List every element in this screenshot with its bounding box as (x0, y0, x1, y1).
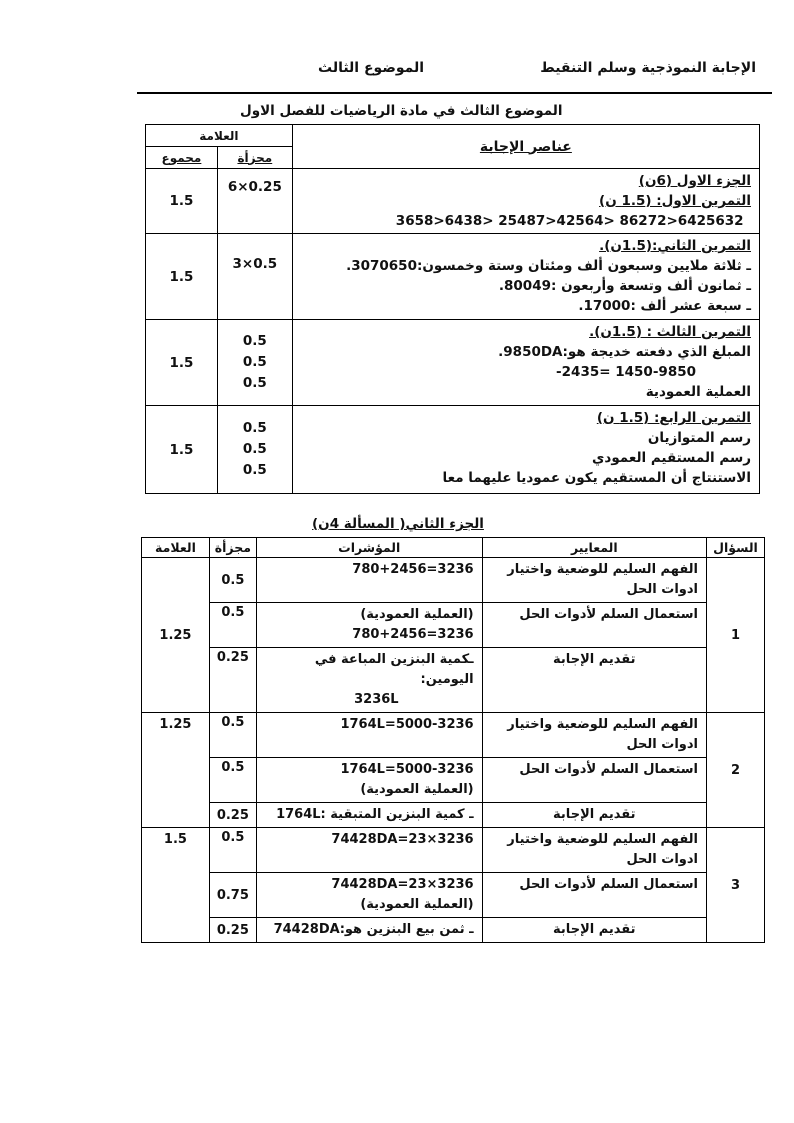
q1-r3-part: 0.25 (209, 648, 256, 713)
q1-r2-part: 0.5 (209, 603, 256, 648)
q1-r2-criterion: استعمال السلم لأدوات الحل (519, 607, 699, 622)
col-part-header: مجزأة (217, 147, 292, 169)
q2-r1-part: 0.5 (209, 713, 256, 758)
q2-r3-indicator: ـ كمية البنزين المتبقية :1764L (276, 807, 474, 822)
table-row (142, 558, 765, 603)
ex2-title: التمرين الثاني:(1.5ن). (599, 238, 751, 254)
q2-r2-indicator-a: 5000-3236=1764L (340, 762, 474, 777)
table-row (142, 603, 765, 648)
q3-number: 3 (707, 828, 765, 943)
header-mark: العلامة (142, 538, 210, 558)
ex1-part: 6×0.25 (217, 169, 292, 234)
col-total-header: مجموع (146, 147, 218, 169)
q2-r2-indicator-b: (العملية العمودية) (360, 782, 474, 797)
part1-heading: الجزء الاول (6ن) (638, 173, 751, 189)
q1-r3-indicator-a: ـكمية البنزين المباعة في اليومين: (314, 652, 474, 687)
q1-r1-indicator: 3236=780+2456 (352, 562, 474, 577)
q3-r2-indicator-a: 3236×23=74428DA (331, 877, 474, 892)
q3-r2-criterion: استعمال السلم لأدوات الحل (519, 877, 699, 892)
q3-r3-part: 0.25 (209, 918, 256, 943)
q1-r1-part: 0.5 (209, 558, 256, 603)
ex4-title: التمرين الرابع: (1.5 ن) (596, 410, 751, 426)
header-indicators: المؤشرات (256, 538, 482, 558)
ex3-answer-1: المبلغ الذي دفعته خديجة هو:9850DA. (498, 344, 751, 360)
q2-r2-criterion: استعمال السلم لأدوات الحل (519, 762, 699, 777)
ex3-part-2: 0.5 (242, 354, 267, 370)
q3-r3-criterion: تقديم الإجابة (553, 922, 636, 937)
table-row-ex1 (146, 169, 760, 234)
header-criteria: المعايير (482, 538, 706, 558)
table-row (142, 873, 765, 918)
answer-table-part2 (141, 537, 765, 943)
q1-r3-indicator-b: 3236L (354, 692, 399, 707)
q1-r2-indicator-a: (العملية العمودية) (360, 607, 474, 622)
part2-title: الجزء الثاني( المسألة 4ن) (312, 516, 484, 532)
ex4-part-1: 0.5 (242, 420, 267, 436)
col-answer-header: عناصر الإجابة (292, 125, 759, 169)
ex2-answer-2: ـ ثمانون ألف وتسعة وأربعون :80049. (498, 278, 751, 294)
ex4-part-2: 0.5 (242, 441, 267, 457)
q1-r2-indicator-b: 3236=780+2456 (352, 627, 474, 642)
ex1-total: 1.5 (146, 169, 218, 234)
ex3-answer-3: العملية العمودية (645, 384, 751, 400)
ex2-part: 3×0.5 (217, 234, 292, 320)
q3-r2-indicator-b: (العملية العمودية) (360, 897, 474, 912)
table-row (142, 918, 765, 943)
ex3-part-3: 0.5 (242, 375, 267, 391)
q1-number: 1 (707, 558, 765, 713)
ex3-total: 1.5 (146, 320, 218, 406)
q1-r1-criterion: الفهم السليم للوضعية واختيار ادوات الحل (507, 562, 699, 597)
table-row-ex4 (146, 406, 760, 494)
table-row (142, 713, 765, 758)
table-row-ex2 (146, 234, 760, 320)
ex1-answer: 3658>6438> 25487>42564> 86272>6425632 (395, 213, 744, 229)
document-subject: الموضوع الثالث (318, 60, 425, 76)
ex3-title: التمرين الثالث : (1.5ن). (589, 324, 751, 340)
table-row (142, 803, 765, 828)
q3-r3-indicator: ـ ثمن بيع البنزين هو:74428DA (273, 922, 474, 937)
q3-r2-part: 0.75 (209, 873, 256, 918)
ex2-total: 1.5 (146, 234, 218, 320)
q3-total: 1.5 (142, 828, 210, 943)
ex4-part-3: 0.5 (242, 462, 267, 478)
q3-r1-part: 0.5 (209, 828, 256, 873)
q2-total: 1.25 (142, 713, 210, 828)
q1-total: 1.25 (142, 558, 210, 713)
q3-r1-criterion: الفهم السليم للوضعية واختيار ادوات الحل (507, 832, 699, 867)
ex3-part-1: 0.5 (242, 333, 267, 349)
q2-r1-indicator: 5000-3236=1764L (340, 717, 474, 732)
ex4-answer-1: رسم المتوازيان (647, 430, 751, 446)
header-part: مجزأة (209, 538, 256, 558)
table-row (142, 758, 765, 803)
ex4-total: 1.5 (146, 406, 218, 494)
q2-r1-criterion: الفهم السليم للوضعية واختيار ادوات الحل (507, 717, 699, 752)
ex1-title: التمرين الاول: (1.5 ن) (599, 193, 751, 209)
q1-r3-criterion: تقديم الإجابة (553, 652, 636, 667)
q3-r1-indicator: 3236×23=74428DA (331, 832, 474, 847)
header-question: السؤال (707, 538, 765, 558)
q2-r2-part: 0.5 (209, 758, 256, 803)
table-row (142, 828, 765, 873)
ex4-answer-2: رسم المستقيم العمودي (592, 450, 751, 466)
q2-number: 2 (707, 713, 765, 828)
ex2-answer-1: ـ ثلاثة ملايين وسبعون ألف ومئتان وستة وخمسون:3070650. (346, 258, 751, 274)
ex3-answer-2: 1450-9850 =2435- (556, 364, 696, 380)
header-rule (137, 92, 772, 94)
q2-r3-criterion: تقديم الإجابة (553, 807, 636, 822)
table-row (142, 648, 765, 713)
document-title: الإجابة النموذجية وسلم التنقيط (540, 60, 756, 76)
ex2-answer-3: ـ سبعة عشر ألف :17000. (578, 298, 751, 314)
part1-title: الموضوع الثالث في مادة الرياضيات للفصل الاول (240, 103, 563, 119)
ex4-answer-3: الاستنتاج أن المستقيم يكون عموديا عليهما معا (442, 470, 751, 486)
table-row-ex3 (146, 320, 760, 406)
col-mark-header: العلامة (146, 125, 293, 147)
answer-table-part1 (145, 124, 760, 494)
q2-r3-part: 0.25 (209, 803, 256, 828)
